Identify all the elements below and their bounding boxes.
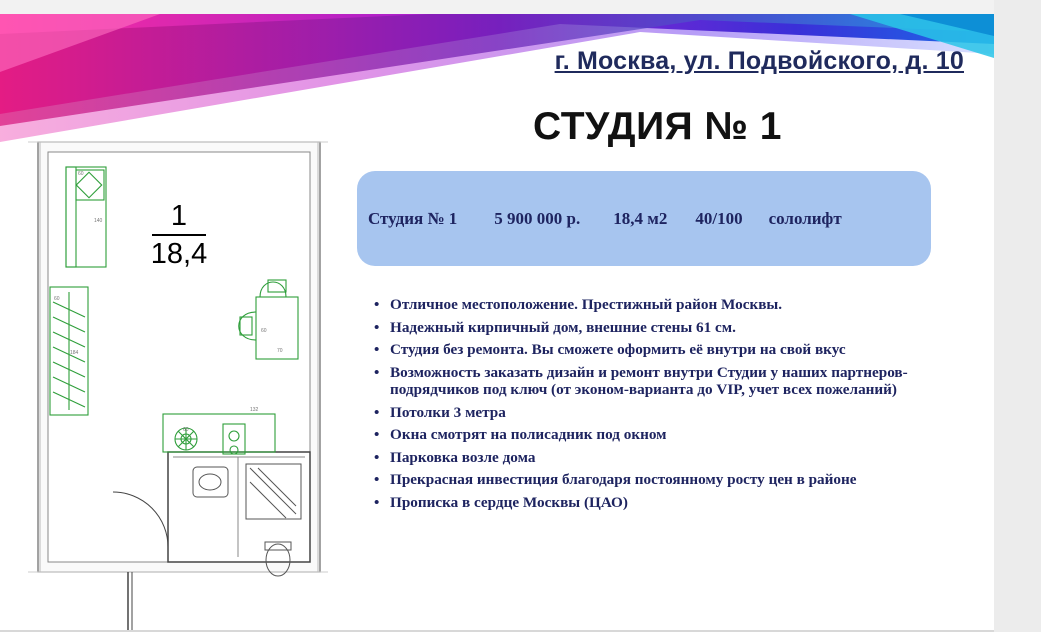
summary-name: Студия № 1 bbox=[368, 208, 458, 228]
svg-text:60: 60 bbox=[54, 296, 60, 302]
summary-box bbox=[357, 171, 931, 266]
feature-item: • Прекрасная инвестиция благодаря постоянному росту цен в районе bbox=[372, 471, 927, 489]
summary-share: 40/100 bbox=[695, 208, 743, 228]
feature-item: • Студия без ремонта. Вы сможете оформить её внутри на свой вкус bbox=[372, 341, 927, 359]
feature-item: • Отличное местоположение. Престижный район Москвы. bbox=[372, 296, 927, 314]
summary-area: 18,4 м2 bbox=[613, 208, 668, 228]
room-area: 18,4 bbox=[150, 238, 208, 270]
svg-text:184: 184 bbox=[70, 350, 79, 356]
viewer-side-strip bbox=[994, 0, 1041, 632]
feature-item: • Надежный кирпичный дом, внешние стены 61 см. bbox=[372, 319, 927, 337]
slide-title: СТУДИЯ № 1 bbox=[533, 105, 782, 148]
decorative-banner bbox=[0, 14, 994, 144]
feature-item: • Потолки 3 метра bbox=[372, 404, 927, 422]
svg-text:60: 60 bbox=[261, 328, 267, 334]
feature-item: • Парковка возле дома bbox=[372, 449, 927, 467]
svg-text:60: 60 bbox=[183, 427, 189, 433]
feature-item: • Окна смотрят на полисадник под окном bbox=[372, 426, 927, 444]
summary-price: 5 900 000 р. bbox=[494, 208, 581, 228]
feature-item: • Возможность заказать дизайн и ремонт внутри Студии у наших партнеров-подрядчиков под ключ (от эконом-варианта до VIP, учет всех пожеланий) bbox=[372, 364, 927, 399]
svg-text:140: 140 bbox=[94, 218, 103, 224]
svg-text:60: 60 bbox=[78, 171, 84, 177]
room-number: 1 bbox=[152, 200, 206, 236]
property-address: г. Москва, ул. Подвойского, д. 10 bbox=[554, 47, 964, 75]
presentation-slide bbox=[0, 14, 994, 630]
room-label bbox=[144, 200, 214, 270]
summary-elevator: сололифт bbox=[768, 208, 842, 228]
svg-text:132: 132 bbox=[250, 407, 259, 413]
features-list bbox=[372, 296, 927, 516]
feature-item: • Прописка в сердце Москвы (ЦАО) bbox=[372, 494, 927, 512]
svg-text:70: 70 bbox=[277, 348, 283, 354]
